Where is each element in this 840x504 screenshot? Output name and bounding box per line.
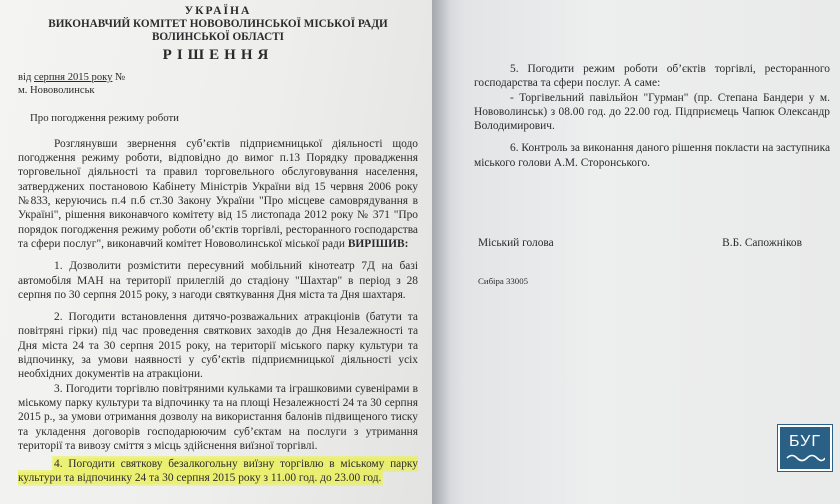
intro-text: Розглянувши звернення суб’єктів підприємницької діяльності щодо погодження режиму роботи, відповідно до вимог п.13 Порядку провадження торговельної діяльності та правил торговельного обслуговування населення, затверджених постановою Кабінету Міністрів України від 15 червня 2006 року №833, керуючись п.4 п.б ст.30 Закону України "Про місцеве самоврядування в Україні", рішення виконавчого комітету від 15 листопада 2012 року № 371 "Про порядок погодження режиму роботи об’єктів торгівлі, ресторанного господарства та сфери послуг", виконавчий комітет Нововолинської міської ради (18, 137, 418, 250)
date-prefix: від (18, 71, 32, 83)
decision-item-3: 3. Погодити торгівлю повітряними кульками та іграшковими сувенірами в міському парку культури та відпочинку та на площі Незалежності 24 та 30 серпня 2015 р., за умови отримання дозволу на використання балонів підвищеного тиску та укладення договорів господарюючим суб’єктам на послуги з утримання території та вивозу сміття з місць здійснення виїзної торгівлі. (18, 382, 418, 452)
wave-icon (785, 452, 825, 462)
author-note: Сибіра 33005 (478, 276, 528, 287)
decision-item-6: 6. Контроль за виконання даного рішення покласти на заступника міського голови А.М. Сторонського. (474, 142, 830, 169)
highlighted-text: 4. Погодити святкову безалкогольну виїзну торгівлю в міському парку культури та відпочинку 24 та 30 серпня 2015 року з 11.00 год. до 23.00 год. (18, 458, 418, 485)
decision-item-5: 5. Погодити режим роботи об’єктів торгівлі, ресторанного господарства та сфери послуг. А саме: (474, 63, 830, 90)
signature-block (478, 236, 802, 250)
decision-item-4 (18, 457, 418, 486)
document-title: РІШЕННЯ (162, 47, 274, 64)
decision-item-5-detail: - Торгівельний павільйон "Гурман" (пр. Степана Бандери у м. Нововолинськ) з 08.00 год. до 22.00 год. Підприємець Чапюк Олександр Володимирович. (474, 91, 830, 133)
resolves-label: ВИРІШИВ: (347, 237, 409, 250)
document-date: серпня 2015 року (34, 71, 113, 83)
decision-item-2: 2. Погодити встановлення дитячо-розважальних атракціонів (батути та повітряні гірки) під час проведення святкових заходів до Дня Незалежності та Дня міста 24 та 30 серпня 2015 року, на території міського парку культури та відпочинку, за умови наявності у суб’єктів підприємницької діяльності усіх необхідних документів на атракціони. (18, 311, 418, 381)
mayor-name: В.Б. Сапожніков (722, 237, 802, 250)
document-number-label: № (115, 71, 126, 83)
intro-paragraph (18, 137, 418, 251)
country-heading: УКРАЇНА (184, 4, 252, 17)
logo-text: БУГ (789, 433, 821, 450)
document-date-line (18, 71, 418, 84)
document-subject: Про погодження режиму роботи (30, 111, 179, 124)
document-city: м. Нововолинськ (18, 84, 95, 96)
mayor-title: Міський голова (478, 237, 554, 250)
committee-heading: ВИКОНАВЧИЙ КОМІТЕТ НОВОВОЛИНСЬКОЇ МІСЬКОЇ РАДИ (48, 18, 388, 31)
page-fold-shadow (432, 0, 450, 504)
decision-item-1: 1. Дозволити розмістити пересувний мобільний кінотеатр 7Д на базі автомобіля МАН на території прилеглій до стадіону "Шахтар" в період з 28 серпня по 30 серпня 2015 року, з нагоди святкування Дня міста та Дня шахтаря. (18, 260, 418, 301)
document-header (18, 4, 418, 63)
region-heading: ВОЛИНСЬКОЇ ОБЛАСТІ (151, 31, 285, 44)
bug-logo (778, 425, 832, 471)
